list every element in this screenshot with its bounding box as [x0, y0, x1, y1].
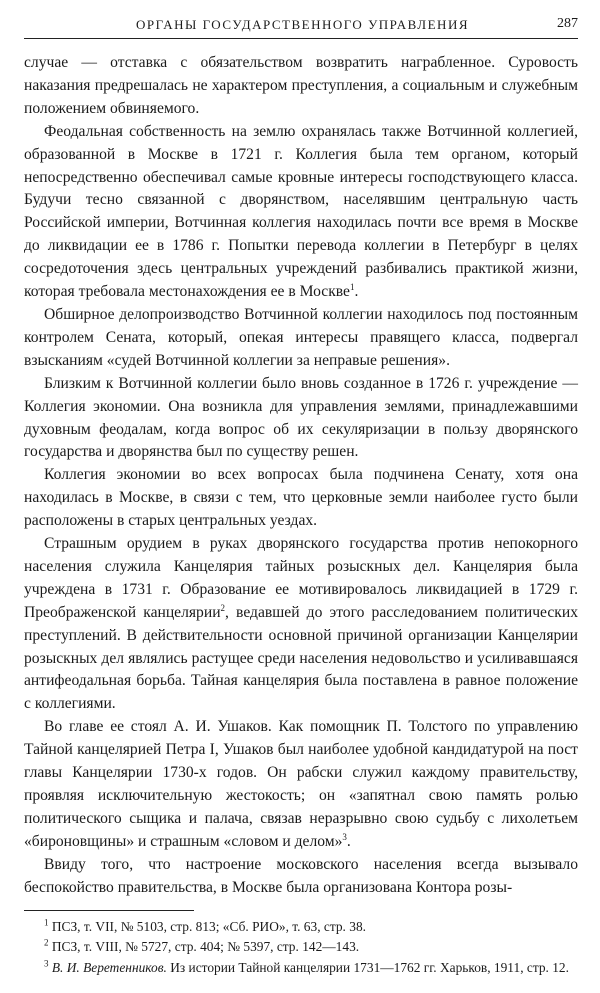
footnotes [24, 917, 578, 979]
footnote-mark: 3 [44, 958, 49, 969]
footnote-text: ПСЗ, т. VII, № 5103, стр. 813; «Сб. РИО», т. 63, стр. 38. [51, 918, 366, 934]
paragraph [24, 464, 578, 533]
paragraph [24, 373, 578, 465]
paragraph-text: Страшным орудием в руках дворянского государства против непокорного населения служила Канцелярия тайных розыскных дел. Канцелярия была учреждена в 1731 г. Образование ее мотивировалось ликвидацией в 1729 г. Преображенской канцелярии [24, 535, 578, 621]
paragraph [24, 854, 578, 900]
paragraph [24, 304, 578, 373]
footnote-reference[interactable]: 2 [220, 602, 226, 613]
paragraph-tail: . [354, 283, 359, 301]
footnote-text: ПСЗ, т. VIII, № 5727, стр. 404; № 5397, стр. 142—143. [51, 939, 360, 955]
footnote [24, 917, 578, 938]
body-text [24, 52, 578, 900]
page-number: 287 [557, 16, 578, 31]
paragraph-text: Обширное делопроизводство Вотчинной коллегии находилось под постоянным контролем Сената, который, опекая интересы правящего класса, подвергал взысканиям «судей Вотчинной коллегии за неправые решения». [24, 305, 578, 369]
paragraph-tail: . [346, 832, 351, 850]
running-header [24, 14, 578, 40]
document-page [24, 14, 578, 978]
footnote-divider [24, 910, 194, 911]
footnote-mark: 2 [44, 937, 49, 948]
paragraph-text: Близким к Вотчинной коллегии было вновь созданное в 1726 г. учреждение — Коллегия экономии. Она возникла для управления землями, принадлежавшими духовным феодалам, когда вопрос об их секуляризации в пользу дворянского государства и дворянства был по существу решен. [24, 374, 578, 461]
paragraph-text: Ввиду того, что настроение московского населения всегда вызывало беспокойство правительства, в Москве была организована Контора розы- [24, 855, 578, 896]
header-rule [24, 38, 578, 39]
footnote-reference[interactable]: 1 [349, 281, 355, 292]
paragraph-tail: , ведавшей до этого расследованием политических преступлений. В действительности основной причиной организации Канцелярии розыскных дел являлись растущее среди населения недовольство и усиливавшаяся антифеодальная борьба. Тайная канцелярия была поставлена в равное положение с коллегиями. [24, 603, 578, 713]
paragraph-text: случае — отставка с обязательством возвратить награбленное. Суровость наказания предрешалась не характером преступления, а социальным и служебным положением обвиняемого. [24, 54, 578, 117]
footnote-reference[interactable]: 3 [342, 831, 347, 842]
paragraph-text: Коллегия экономии во всех вопросах была подчинена Сенату, хотя она находилась в Москве, в связи с тем, что церковные земли наиболее густо были расположены в старых центральных уездах. [24, 466, 578, 530]
footnote-author: В. И. Веретенников. [51, 959, 167, 975]
footnote-text: Из истории Тайной канцелярии 1731—1762 гг. Харьков, 1911, стр. 12. [170, 959, 569, 975]
footnote [24, 958, 578, 979]
paragraph [24, 533, 578, 716]
paragraph-text: Во главе ее стоял А. И. Ушаков. Как помощник П. Толстого по управлению Тайной канцелярией Петра I, Ушаков был наиболее удобной кандидатурой на пост главы Канцелярии 1730-х годов. Он рабски служил каждому правительству, проявляя исключительную жестокость; он «запятнал свою память ролью политического сыщика и палача, связав неразрывно свою судьбу с лихолетьем «бироновщины» и страшным «словом и делом» [24, 718, 578, 850]
footnote-mark: 1 [44, 917, 49, 928]
header-title: ОРГАНЫ ГОСУДАРСТВЕННОГО УПРАВЛЕНИЯ [136, 17, 470, 32]
paragraph [24, 52, 578, 121]
paragraph [24, 716, 578, 853]
paragraph-text: Феодальная собственность на землю охранялась также Вотчинной коллегией, образованной в Москве в 1721 г. Коллегия была тем органом, который непосредственно обеспечивал самые кровные интересы господствующего класса. Будучи тесно связанной с дворянством, населявшим центральную часть Российской империи, Вотчинная коллегия находилась почти все время в Москве до ликвидации ее в 1786 г. Попытки перевода коллегии в Петербург в целях сосредоточения здесь центральных учреждений разбивались практикой жизни, которая требовала местонахождения ее в Москве [24, 122, 578, 301]
paragraph [24, 121, 578, 304]
footnote [24, 937, 578, 958]
